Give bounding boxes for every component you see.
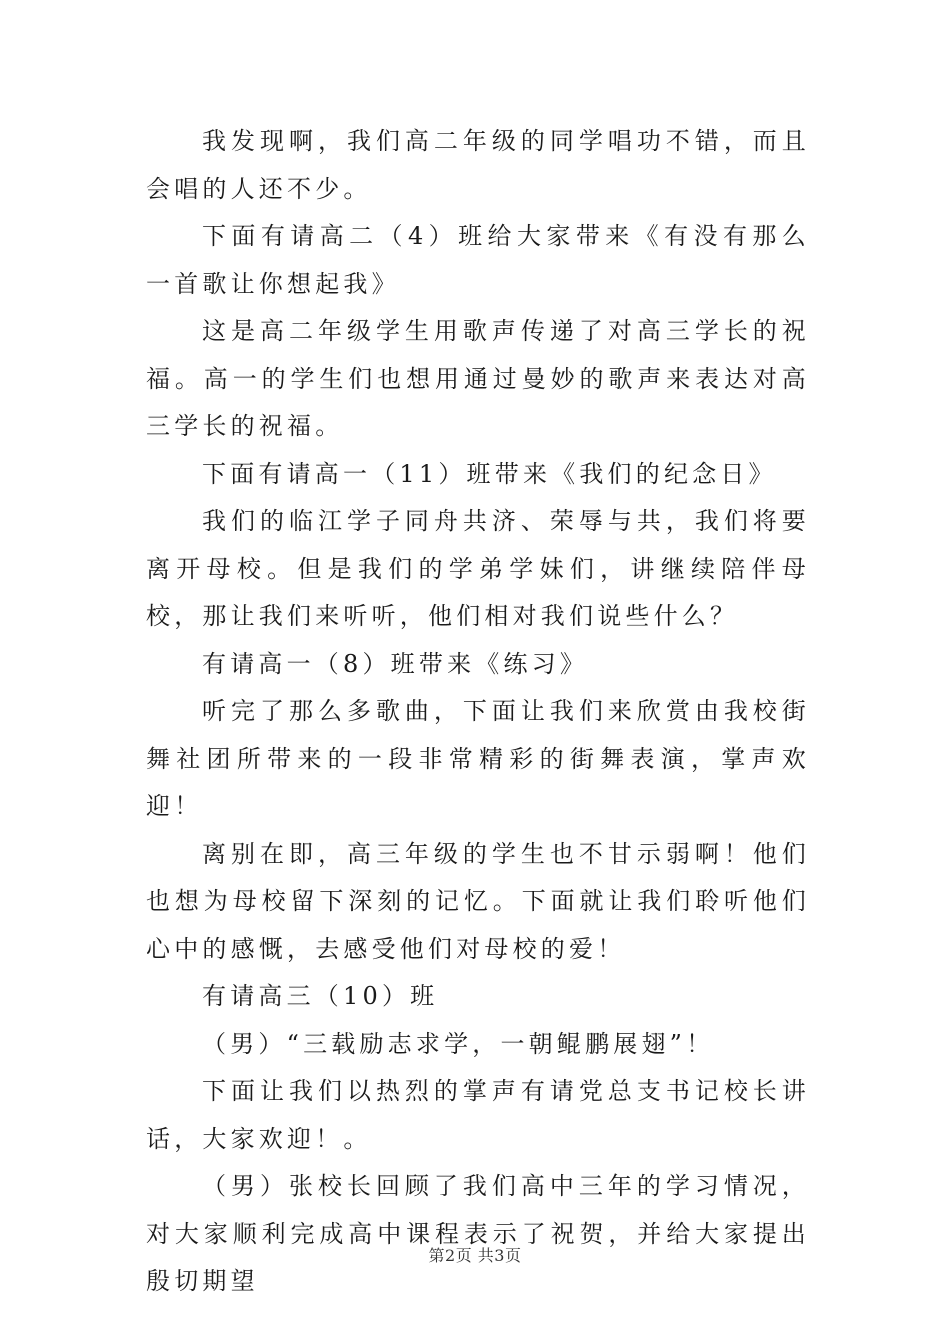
paragraph: 离别在即，高三年级的学生也不甘示弱啊！他们也想为母校留下深刻的记忆。下面就让我们聆听他们心中的感慨，去感受他们对母校的爱！ <box>146 839 810 963</box>
paragraph: 下面有请高一（11）班带来《我们的纪念日》 <box>202 459 777 488</box>
paragraph: （男）张校长回顾了我们高中三年的学习情况，对大家顺利完成高中课程表示了祝贺，并给大家提出殷切期望 <box>146 1172 810 1295</box>
paragraph: 下面让我们以热烈的掌声有请党总支书记校长讲话，大家欢迎！。 <box>146 1077 810 1153</box>
paragraph: 有请高三（10）班 <box>202 982 439 1010</box>
paragraph: （男）“三载励志求学，一朝鲲鹏展翅”！ <box>202 1029 715 1058</box>
paragraph: 听完了那么多歌曲，下面让我们来欣赏由我校街舞社团所带来的一段非常精彩的街舞表演，掌声欢迎！ <box>146 697 810 820</box>
paragraph: 下面有请高二（4）班给大家带来《有没有那么一首歌让你想起我》 <box>146 222 810 298</box>
document-body <box>146 118 810 1306</box>
paragraph: 这是高二年级学生用歌声传递了对高三学长的祝福。高一的学生们也想用通过曼妙的歌声来表达对高三学长的祝福。 <box>146 317 810 440</box>
page-number-footer: 第2页 共3页 <box>428 1246 522 1265</box>
paragraph: 有请高一（8）班带来《练习》 <box>202 649 589 678</box>
paragraph: 我们的临江学子同舟共济、荣辱与共，我们将要离开母校。但是我们的学弟学妹们，讲继续陪伴母校，那让我们来听听，他们相对我们说些什么？ <box>146 507 810 630</box>
paragraph: 我发现啊，我们高二年级的同学唱功不错，而且会唱的人还不少。 <box>146 127 810 203</box>
